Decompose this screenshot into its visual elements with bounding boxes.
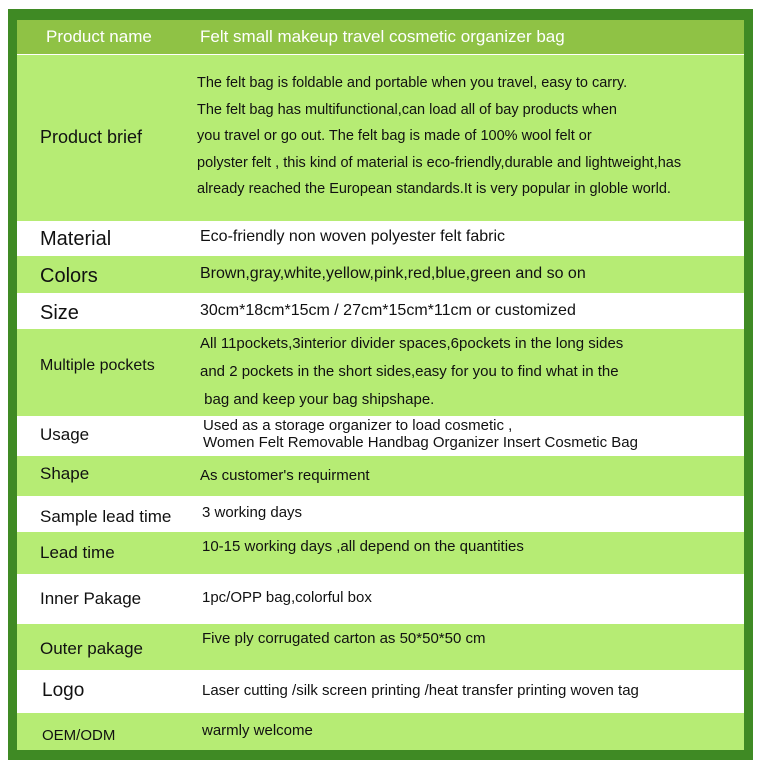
product-name-value: Felt small makeup travel cosmetic organizer bag [200,27,565,46]
product-name-label: Product name [46,27,152,46]
colors-value: Brown,gray,white,yellow,pink,red,blue,green and so on [200,265,586,282]
product-brief-label: Product brief [40,127,143,147]
spec-table [17,20,744,750]
spec-table-frame [8,9,753,760]
outer-package-value: Five ply corrugated carton as 50*50*50 cm [202,630,486,647]
sample-lead-time-value: 3 working days [202,504,303,521]
shape-row [17,456,744,496]
product-brief-text [197,70,681,203]
lead-time-label: Lead time [40,543,115,562]
oem-odm-value: warmly welcome [202,722,313,739]
lead-time-row [17,532,744,574]
shape-value: As customer's requirment [200,467,370,484]
sample-lead-time-row [17,496,744,532]
lead-time-value: 10-15 working days ,all depend on the quantities [202,538,524,555]
material-row [17,221,744,256]
usage-text [203,417,638,451]
logo-value: Laser cutting /silk screen printing /heat transfer printing woven tag [202,682,639,699]
brief-line: already reached the European standards.It is very popular in globle world. [197,181,671,197]
oem-odm-label: OEM/ODM [42,727,116,744]
colors-row [17,256,744,293]
usage-line: Used as a storage organizer to load cosmetic , [203,417,513,434]
logo-label: Logo [42,680,85,701]
product-brief-row [17,55,744,221]
usage-label: Usage [40,425,90,444]
inner-package-label: Inner Pakage [40,589,142,608]
outer-package-label: Outer pakage [40,639,144,658]
pockets-label: Multiple pockets [40,357,155,374]
brief-line: The felt bag has multifunctional,can load all of bay products when [197,101,617,118]
pockets-line: All 11pockets,3interior divider spaces,6pockets in the long sides [200,335,624,352]
inner-package-value: 1pc/OPP bag,colorful box [202,589,372,606]
size-label: Size [40,302,79,324]
material-label: Material [40,228,112,250]
pockets-text [200,330,623,414]
outer-package-row [17,624,744,670]
material-value: Eco-friendly non woven polyester felt fabric [200,228,506,245]
shape-label: Shape [40,464,90,483]
pockets-line: bag and keep your bag shipshape. [200,391,435,408]
logo-row [17,670,744,713]
colors-label: Colors [40,265,98,287]
size-row [17,293,744,329]
size-value: 30cm*18cm*15cm / 27cm*15cm*11cm or customized [200,302,576,319]
usage-line: Women Felt Removable Handbag Organizer Insert Cosmetic Bag [203,434,638,451]
sample-lead-time-label: Sample lead time [40,507,172,526]
brief-line: The felt bag is foldable and portable when you travel, easy to carry. [197,75,628,91]
inner-package-row [17,574,744,624]
oem-odm-row [17,713,744,750]
brief-line: you travel or go out. The felt bag is made of 100% wool felt or [197,128,592,144]
usage-row [17,416,744,456]
pockets-row [17,329,744,416]
header-row [17,20,744,54]
brief-line: polyster felt , this kind of material is eco-friendly,durable and lightweight,has [197,154,682,171]
pockets-line: and 2 pockets in the short sides,easy for you to find what in the [200,363,619,380]
